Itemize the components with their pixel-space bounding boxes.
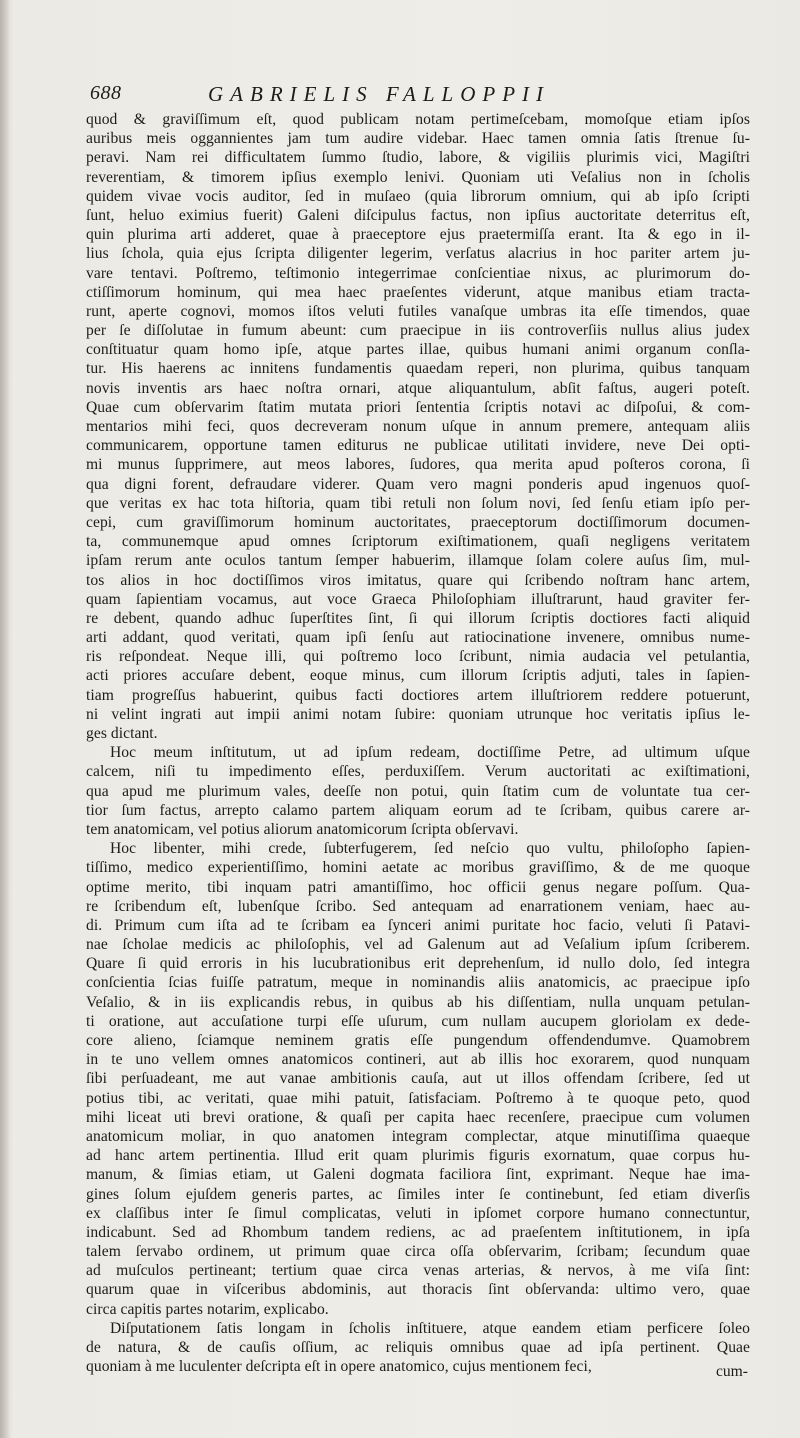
text-line: di. Primum cum iſta ad te ſcribam ea ſynceri animi puritate hoc facio, veluti ſi Patavi- xyxy=(86,916,750,934)
text-line: optime merito, tibi inquam patri amantiſſimo, hoc officii genus negare poſſum. Qua- xyxy=(86,878,750,896)
text-line: Quae cum obſervarim ſtatim mutata priori ſententia ſcriptis notavi ac diſpoſui, & com- xyxy=(86,398,750,416)
text-line: ris reſpondeat. Neque illi, qui poſtremo loco ſcribunt, nimia audacia vel petulantia, xyxy=(86,648,750,666)
text-line: anatomicum moliar, in quo anatomen integram complectar, atque minutiſſima quaeque xyxy=(86,1127,750,1145)
text-line: tiſſimo, medico experientiſſimo, homini aetate ac moribus graviſſimo, & de me quoque xyxy=(86,859,750,877)
text-line: Quare ſi quid erroris in his lucubrationibus erit deprehenſum, id nullo dolo, ſed integra xyxy=(86,955,750,973)
text-line: re debent, quando adhuc ſuperſtites ſint, ſi qui illorum ſcriptis doctiores facti aliquid xyxy=(86,609,750,627)
text-line: gines ſolum ejuſdem generis partes, ac ſimiles inter ſe continebunt, ſed etiam diverſis xyxy=(86,1185,750,1203)
text-line: indicabunt. Sed ad Rhombum tandem rediens, ac ad praeſentem inſtitutionem, in ipſa xyxy=(86,1223,750,1241)
text-line: vare tentavi. Poſtremo, teſtimonio integerrimae conſcientiae nixus, ac plurimorum do- xyxy=(86,264,750,282)
text-line: conſcientia ſcias fuiſſe patratum, meque in nominandis aliis anatomicis, ac praecipue ipſo xyxy=(86,974,750,992)
text-line: Diſputationem ſatis longam in ſcholis inſtituere, atque eandem etiam perficere ſoleo xyxy=(110,1319,750,1337)
text-line: runt, aperte cognovi, momos iſtos veluti futiles vanaſque umbras ita eſſe timendos, quae xyxy=(86,302,750,320)
text-line: per ſe diſſolutae in fumum abeunt: cum praecipue in iis controverſiis nullus alius judex xyxy=(86,322,750,340)
text-line: ges dictant. xyxy=(86,725,158,742)
text-line: auribus meis oggannientes jam tum audire videbar. Haec tamen omnia ſatis ſtrenue ſu- xyxy=(86,130,750,148)
running-head xyxy=(90,82,750,112)
text-line: quarum quae in viſceribus abdominis, aut thoracis ſint obſervanda: ultimo vero, quae xyxy=(86,1281,750,1299)
text-line: quod & graviſſimum eſt, quod publicam notam pertimeſcebam, momoſque etiam ipſos xyxy=(86,111,750,128)
text-line: mi munus ſupprimere, aut meos labores, ſudores, qua merita apud poſteros corona, ſi xyxy=(86,456,750,474)
text-line: quam ſapientiam vocamus, aut voce Graeca Philoſophiam illuſtrarunt, haud graviter fer- xyxy=(86,590,750,608)
text-line: tem anatomicam, vel potius aliorum anatomicorum ſcripta obſervavi. xyxy=(86,820,519,838)
text-line: manum, & ſimias etiam, ut Galeni dogmata faciliora ſint, exprimant. Neque hae ima- xyxy=(86,1166,750,1184)
text-line: qua apud me plurimum vales, deeſſe non potui, quin ſtatim cum de voluntate tua cer- xyxy=(86,782,750,800)
text-line: ad muſculos pertineant; tertium quae circa venas arterias, & nervos, à me viſa ſint: xyxy=(86,1262,750,1280)
text-line: talem ſervabo ordinem, ut primum quae circa oſſa obſervarim, ſcribam; ſecundum quae xyxy=(86,1243,750,1261)
paragraph xyxy=(86,839,750,1319)
text-line: lius ſchola, quia ejus ſcripta diligenter legerim, verſatus alacrius in hoc pariter artem ju- xyxy=(86,245,750,263)
text-line: ti oratione, aut accuſatione turpi eſſe uſurum, cum nullam aucupem gloriolam ex dede- xyxy=(86,1012,750,1030)
text-line: ctiſſimorum hominum, qui mea haec praeſentes viderunt, atque manibus etiam tracta- xyxy=(86,283,750,301)
text-line: potius tibi, ac veritati, quae mihi patuit, ſatisfaciam. Poſtremo à te quoque peto, quod xyxy=(86,1089,750,1107)
text-line: quidem vivae vocis auditor, ſed in muſaeo (quia librorum omnium, qui ab ipſo ſcripti xyxy=(86,187,750,205)
text-line: Hoc libenter, mihi crede, ſubterfugerem, ſed neſcio quo vultu, philoſopho ſapien- xyxy=(110,840,750,858)
text-line: tos alios in hoc doctiſſimos viros imitatus, quare qui ſcribendo noſtram hanc artem, xyxy=(86,571,750,589)
page-number: 688 xyxy=(90,82,122,104)
text-line: acti priores accuſare debent, eoque minus, cum illorum ſcriptis adjuti, tales in ſapien- xyxy=(86,667,750,685)
text-line: qua digni forent, defraudare viderer. Quam vero magni ponderis apud ingenuos quoſ- xyxy=(86,475,750,493)
text-line: quoniam à me luculenter deſcripta eſt in opere anatomico, cujus mentionem feci, xyxy=(86,1358,592,1376)
text-line: de natura, & de cauſis oſſium, ac reliquis omnibus quae ad ipſa pertinent. Quae xyxy=(86,1339,750,1356)
text-line: core alieno, ſciamque neminem gratis eſſe pungendum offendendumve. Quamobrem xyxy=(86,1032,750,1049)
paragraph xyxy=(86,1319,750,1377)
text-line: tur. His haerens ac innitens fundamentis quaedam reperi, non plurima, quibus tanquam xyxy=(86,360,750,378)
text-line: ſibi perſuadeant, me aut vanae ambitionis cauſa, aut ut illos offendam ſcribere, ſed ut xyxy=(86,1070,750,1088)
text-line: calcem, niſi tu impedimento eſſes, perduxiſſem. Verum auctoritati ac exiſtimationi, xyxy=(86,763,750,781)
paragraph xyxy=(86,110,750,743)
running-title: GABRIELIS FALLOPPII xyxy=(208,82,551,106)
text-line: novis inventis ars haec noſtra ornari, atque aliquantulum, abſit faſtus, augeri poteſt. xyxy=(86,379,750,397)
text-line: communicarem, opportune tamen editurus ne publicae utilitati invidere, neve Dei opti- xyxy=(86,437,750,455)
text-line: ipſam rerum ante oculos tantum ſemper habuerim, illamque ſolam colere auſus ſim, mul- xyxy=(86,552,750,570)
text-line: circa capitis partes notarim, explicabo. xyxy=(86,1300,329,1318)
text-line: Hoc meum inſtitutum, ut ad ipſum redeam, doctiſſime Petre, ad ultimum uſque xyxy=(110,744,750,762)
text-line: ad hanc artem pertinentia. Illud erit quam plurimis figuris exornatum, quae corpus hu- xyxy=(86,1147,750,1165)
text-line: ta, communemque apud omnes ſcriptorum exiſtimationem, quaſi negligens veritatem xyxy=(86,533,750,551)
text-line: mihi liceat uti brevi oratione, & quaſi per capita haec recenſere, praecipue cum volumen xyxy=(86,1108,750,1126)
text-line: nae ſcholae medicis ac philoſophis, vel ad Galenum aut ad Veſalium ipſum ſcriberem. xyxy=(86,936,750,954)
body-text xyxy=(86,110,750,1376)
gutter-shadow xyxy=(0,0,10,1438)
text-line: Veſalio, & in iis explicandis rebus, in quibus ab his diſſentiam, nulla unquam petulan- xyxy=(86,993,750,1011)
text-line: ni velint ingrati aut impii animi notam ſubire: quoniam utrunque hoc veritatis ipſius le- xyxy=(86,705,750,723)
text-line: re ſcribendum eſt, lubenſque ſcribo. Sed antequam ad enarrationem veniam, haec au- xyxy=(86,897,750,915)
text-line: cepi, cum graviſſimorum hominum auctoritates, praeceptorum doctiſſimorum documen- xyxy=(86,513,750,531)
text-line: que veritas ex hac tota hiſtoria, quam tibi retuli non ſolum novi, ſed ſenſu etiam ipſo per- xyxy=(86,494,750,512)
paragraph xyxy=(86,743,750,839)
catchword: cum- xyxy=(715,1363,748,1380)
text-line: quin plurima arti adderet, quae à praeceptore ejus praetermiſſa erant. Ita & ego in il- xyxy=(86,226,750,244)
text-line: ſunt, heluo eximius fuerit) Galeni diſcipulus factus, non ipſius auctoritate deterritus eſt, xyxy=(86,206,750,224)
text-line: tior ſum factus, arrepto calamo partem aliquam eorum ad te ſcribam, quibus carere ar- xyxy=(86,801,750,819)
text-line: ex claſſibus inter ſe ſimul complicatas, veluti in ipſomet corpore humano connectuntur, xyxy=(86,1204,750,1222)
text-line: arti addant, quod veritati, quam ipſi ſenſu aut ratiocinatione invenere, omnibus nume- xyxy=(86,629,750,647)
text-line: conſtituatur quam homo ipſe, atque partes illae, quibus humani animi organum conſla- xyxy=(86,341,750,359)
text-line: mentarios mihi feci, quos decreveram nonum uſque in annum premere, antequam aliis xyxy=(86,418,750,435)
text-line: tiam progreſſus habuerint, quibus facti doctiores artem illuſtriorem reddere potuerunt, xyxy=(86,686,750,704)
text-line: in te uno vellem omnes anatomicos contineri, aut ab illis hoc exorarem, quod nunquam xyxy=(86,1051,750,1069)
text-line: reverentiam, & timorem ipſius exemplo lenivi. Quoniam uti Veſalius non in ſcholis xyxy=(86,168,750,186)
text-line: peravi. Nam rei difficultatem ſummo ſtudio, labore, & vigiliis plurimis vici, Magiſtri xyxy=(86,149,750,167)
